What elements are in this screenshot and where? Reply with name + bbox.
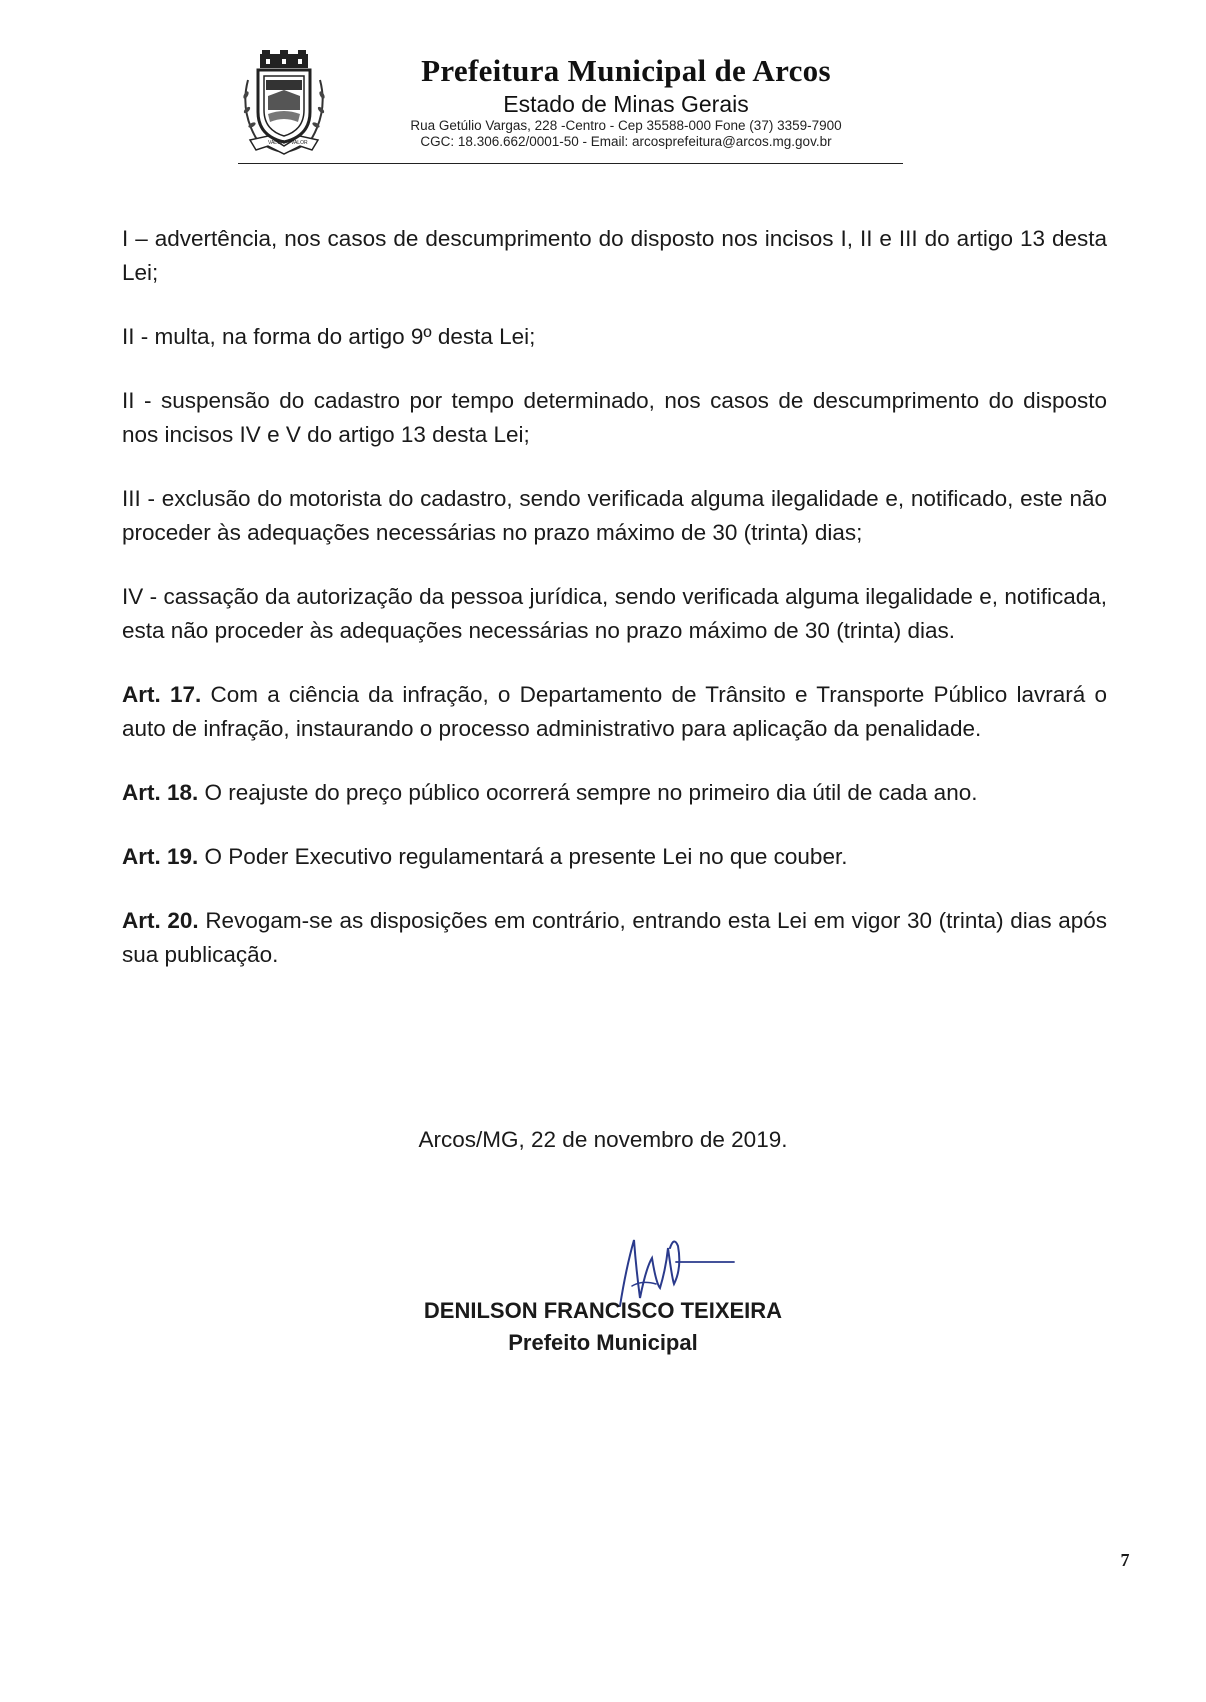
address-line: Rua Getúlio Vargas, 228 -Centro - Cep 35588-000 Fone (37) 3359-7900 [410,118,842,133]
svg-text:VALOR: VALOR [291,140,308,146]
letterhead-text [346,50,906,150]
paragraph-inciso-ii-suspensao: II - suspensão do cadastro por tempo determinado, nos casos de descumprimento do disposto nos incisos IV e V do artigo 13 desta Lei; [122,388,1107,447]
paragraph-inciso-ii-multa: II - multa, na forma do artigo 9º desta Lei; [122,324,536,349]
header-divider [238,163,903,164]
cgc-email-line: CGC: 18.306.662/0001-50 - Email: arcosprefeitura@arcos.mg.gov.br [420,134,832,149]
paragraph-inciso-i: I – advertência, nos casos de descumprimento do disposto nos incisos I, II e III do artigo 13 desta Lei; [122,226,1107,285]
paragraph-art-17: Art. 17. Com a ciência da infração, o Departamento de Trânsito e Transporte Público lavrará o auto de infração, instaurando o processo administrativo para aplicação da penalidade. [122,682,1107,741]
paragraph-inciso-iii: III - exclusão do motorista do cadastro, sendo verificada alguma ilegalidade e, notificado, este não proceder às adequações necessárias no prazo máximo de 30 (trinta) dias; [122,486,1107,545]
article-number: Art. 19. [122,844,199,869]
signatory-name: DENILSON FRANCISCO TEIXEIRA [423,1298,783,1323]
org-name: Prefeitura Municipal de Arcos [421,53,831,88]
place-and-date: Arcos/MG, 22 de novembro de 2019. [418,1127,788,1152]
municipal-crest-icon [238,50,330,158]
article-number: Art. 17. [122,682,202,707]
paragraph-inciso-iv: IV - cassação da autorização da pessoa jurídica, sendo verificada alguma ilegalidade e, notificada, esta não proceder às adequações necessárias no prazo máximo de 30 (trinta) dias. [122,584,1107,643]
paragraph-art-19: Art. 19. O Poder Executivo regulamentará a presente Lei no que couber. [122,844,848,869]
page-number: 7 [1120,1550,1130,1570]
article-number: Art. 18. [122,780,199,805]
svg-text:VALOR: VALOR [268,140,285,146]
state-name: Estado de Minas Gerais [503,91,749,117]
paragraph-art-18: Art. 18. O reajuste do preço público ocorrerá sempre no primeiro dia útil de cada ano. [122,780,978,805]
paragraph-art-20: Art. 20. Revogam-se as disposições em contrário, entrando esta Lei em vigor 30 (trinta) dias após sua publicação. [122,908,1107,967]
letterhead [238,50,903,165]
signatory-role: Prefeito Municipal [508,1330,698,1355]
document-body [122,222,1107,1002]
article-number: Art. 20. [122,908,199,933]
